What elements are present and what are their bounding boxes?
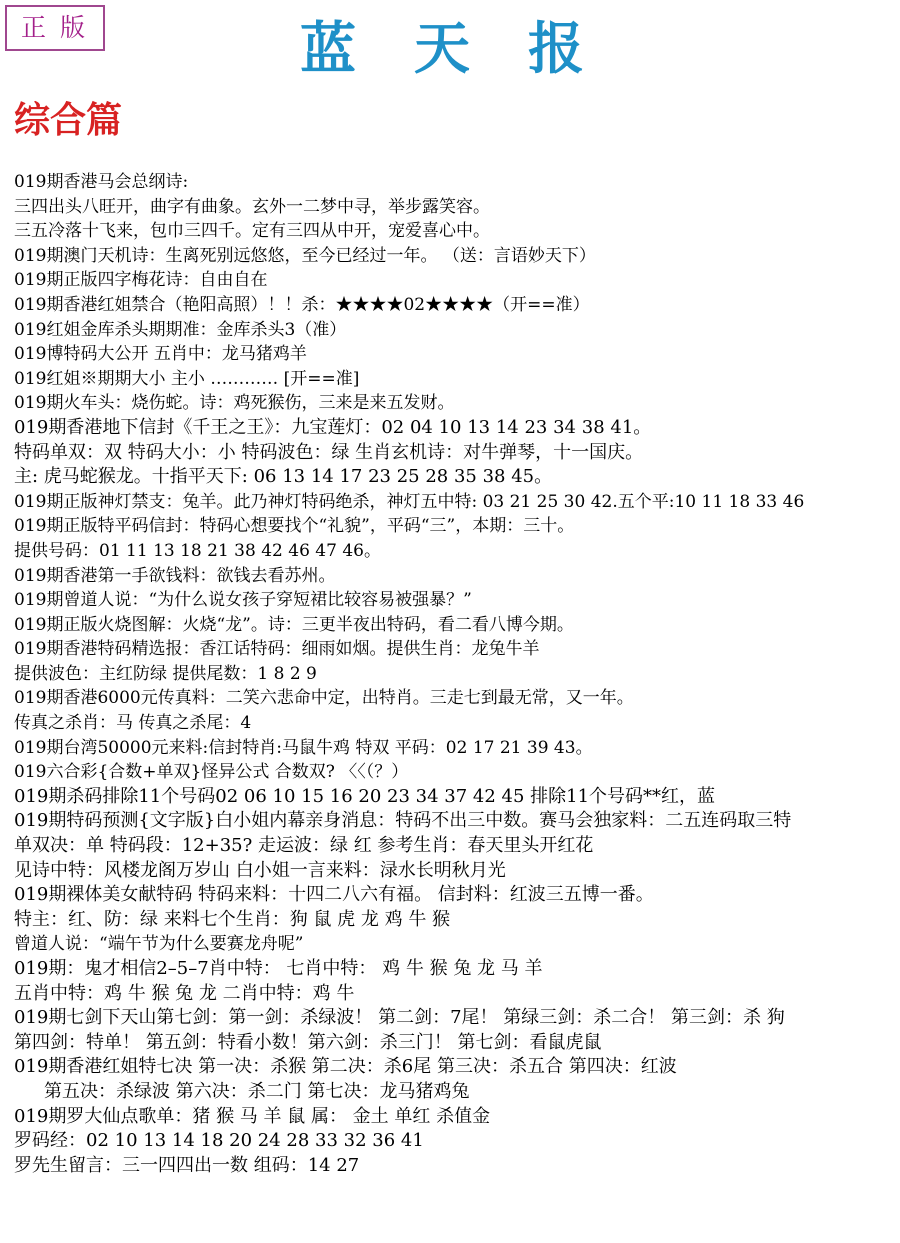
text-line: 019期正版特平码信封：特码心想要找个“礼貌”，平码“三”，本期：三十。 [14, 516, 575, 537]
text-line: 罗先生留言：三一四四出一数 组码：14 27 [14, 1154, 360, 1176]
text-line: 主: 虎马蛇猴龙。十指平天下: 06 13 14 17 23 25 28 35 38 45。 [14, 466, 553, 488]
text-line: 019期裸体美女献特码 特码来料：十四二八六有福。 信封料：红波三五博一番。 [14, 884, 654, 906]
text-line: 019红姐※期期大小 主小 ………… [开==准] [14, 368, 360, 389]
text-line: 019期正版神灯禁支：兔羊。此乃神灯特码绝杀，神灯五中特: 03 21 25 30 42.五个平:10 11 18 33 46 [14, 491, 805, 512]
text-line: 019期正版四字梅花诗：自由自在 [14, 270, 268, 291]
text-line: 曾道人说：“端午节为什么要赛龙舟呢” [14, 934, 304, 955]
text-line: 019期七剑下天山第七剑：第一剑：杀绿波！ 第二剑：7尾！ 第绿三剑：杀二合！ 第三剑：杀 狗 [14, 1007, 785, 1029]
text-line: 019期曾道人说：“为什么说女孩子穿短裙比较容易被强暴？” [14, 590, 472, 611]
text-line: 019期香港第一手欲钱料：欲钱去看苏州。 [14, 565, 336, 586]
text-line: 019期台湾50000元来料:信封特肖:马鼠牛鸡 特双 平码：02 17 21 39 43。 [14, 737, 593, 758]
newspaper-title: 蓝天报 [300, 16, 642, 82]
edition-badge: 正版 [5, 5, 105, 51]
text-line: 019期香港红姐特七决 第一决：杀猴 第二决：杀6尾 第三决：杀五合 第四决：红波 [14, 1056, 677, 1078]
text-line: 第五决：杀绿波 第六决：杀二门 第七决：龙马猪鸡兔 [44, 1080, 470, 1102]
text-line: 019红姐金库杀头期期准：金库杀头3（准） [14, 319, 347, 340]
text-line: 019期香港红姐禁合（艳阳高照）！！杀：★★★★02★★★★（开==准） [14, 294, 590, 315]
text-line: 特码单双：双 特码大小：小 特码波色：绿 生肖玄机诗：对牛弹琴，十一国庆。 [14, 441, 644, 463]
text-line: 019期火车头：烧伤蛇。诗：鸡死猴伤，三来是来五发财。 [14, 393, 455, 414]
text-line: 019期香港特码精选报：香江话特码：细雨如烟。提供生肖：龙兔牛羊 [14, 639, 540, 660]
text-line: 019期：鬼才相信2–5–7肖中特： 七肖中特： 鸡 牛 猴 兔 龙 马 羊 [14, 958, 543, 979]
text-line: 019期香港地下信封《千王之王》：九宝莲灯：02 04 10 13 14 23 34 38 41。 [14, 416, 652, 438]
text-line: 罗码经：02 10 13 14 18 20 24 28 33 32 36 41 [14, 1130, 424, 1152]
text-line: 第四剑：特单！ 第五剑：特看小数！第六剑：杀三门！ 第七剑：看鼠虎鼠 [14, 1031, 602, 1053]
text-line: 019期香港6000元传真料：二笑六悲命中定，出特肖。三走七到最无常，又一年。 [14, 688, 634, 709]
text-line: 019博特码大公开 五肖中：龙马猪鸡羊 [14, 344, 307, 365]
text-line: 特主：红、防：绿 来料七个生肖：狗 鼠 虎 龙 鸡 牛 猴 [14, 908, 451, 930]
text-line: 三五冷落十飞来，包巾三四千。定有三四从中开，宠爱喜心中。 [14, 221, 490, 242]
text-line: 三四出头八旺开，曲字有曲象。玄外一二梦中寻，举步露笑容。 [14, 196, 490, 217]
text-line: 提供号码：01 11 13 18 21 38 42 46 47 46。 [14, 540, 381, 561]
text-line: 五肖中特：鸡 牛 猴 兔 龙 二肖中特：鸡 牛 [14, 982, 355, 1004]
text-line: 019期香港马会总纲诗: [14, 172, 189, 192]
text-line: 019期特码预测{文字版}白小姐内幕亲身消息：特码不出三中数。赛马会独家料：二五连码取三特 [14, 810, 792, 832]
text-line: 019期正版火烧图解：火烧“龙”。诗：三更半夜出特码，看二看八博今期。 [14, 614, 574, 635]
text-line: 单双决：单 特码段：12+35? 走运波：绿 红 参考生肖：春天里头开红花 [14, 835, 594, 857]
text-line: 见诗中特：风楼龙阁万岁山 白小姐一言来料：渌水长明秋月光 [14, 859, 506, 881]
content-lines [14, 170, 898, 1178]
text-line: 019期澳门天机诗：生离死别远悠悠，至今已经过一年。 （送：言语妙天下） [14, 245, 596, 266]
text-line: 019期罗大仙点歌单：猪 猴 马 羊 鼠 属： 金土 单红 杀值金 [14, 1105, 491, 1127]
text-line: 提供波色：主红防绿 提供尾数：1 8 2 9 [14, 663, 317, 684]
text-line: 019期杀码排除11个号码02 06 10 15 16 20 23 34 37 42 45 排除11个号码**红，蓝 [14, 785, 716, 807]
text-line: 传真之杀肖：马 传真之杀尾：4 [14, 713, 252, 734]
section-heading: 综合篇 [14, 99, 123, 141]
text-line: 019六合彩{合数+单双}怪异公式 合数双? 〈〈（？） [14, 762, 409, 783]
